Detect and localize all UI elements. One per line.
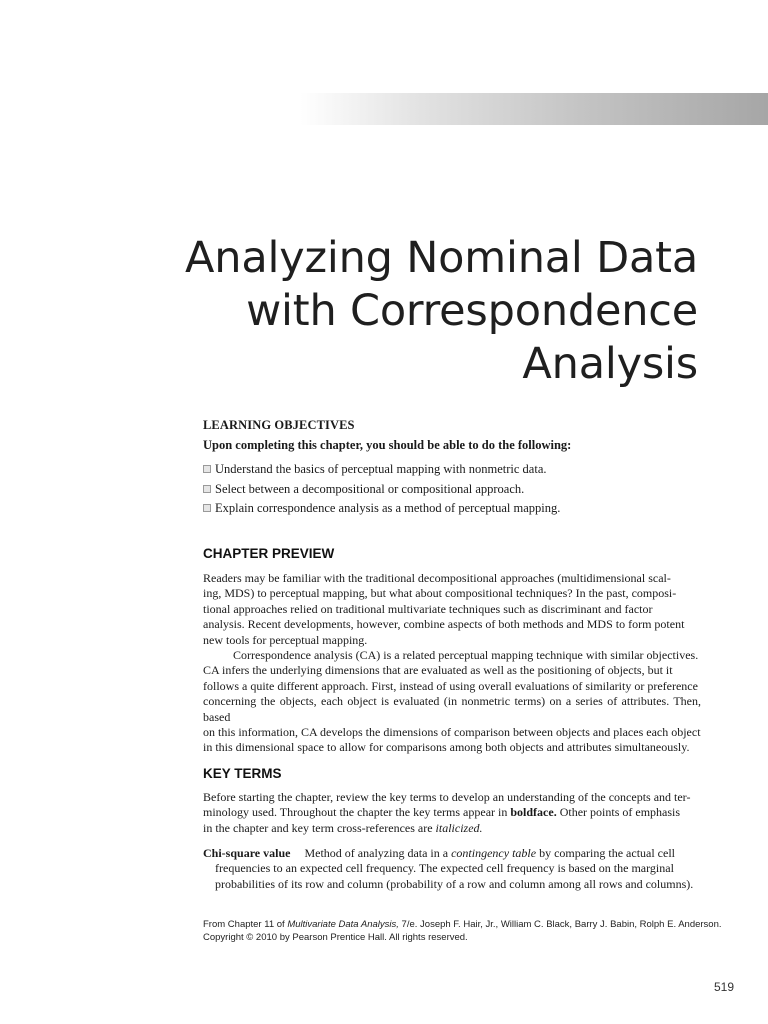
bold-emphasis: boldface. (510, 805, 557, 820)
text-line: Before starting the chapter, review the key terms to develop an understanding of the concepts and ter- (203, 790, 691, 804)
chapter-title-line: with Correspondence (246, 286, 698, 336)
text-line (203, 805, 701, 820)
source-footnote (203, 918, 723, 944)
learning-objectives-list (203, 462, 701, 521)
learning-objectives-intro: Upon completing this chapter, you should be able to do the following: (203, 438, 572, 452)
chapter-preview-heading: CHAPTER PREVIEW (203, 546, 335, 561)
objective-text: Select between a decompositional or compositional approach. (215, 481, 525, 496)
key-terms-heading: KEY TERMS (203, 766, 282, 781)
text-line: tional approaches relied on traditional multivariate techniques such as discriminant and factor (203, 601, 653, 616)
list-item (203, 501, 701, 521)
objective-text: Understand the basics of perceptual mapping with nonmetric data. (215, 462, 547, 476)
square-bullet-icon (203, 504, 211, 512)
chapter-preview-body (203, 571, 701, 756)
italic-emphasis: italicized. (435, 820, 483, 835)
text-run: 7/e. Joseph F. Hair, Jr., William C. Black, Barry J. Babin, Rolph E. Anderson. (398, 919, 722, 930)
paragraph (203, 648, 701, 756)
learning-objectives-heading: LEARNING OBJECTIVES (203, 418, 355, 432)
square-bullet-icon (203, 485, 211, 493)
footnote-line: Copyright © 2010 by Pearson Prentice Hall. All rights reserved. (203, 932, 468, 943)
text-line (203, 821, 701, 836)
square-bullet-icon (203, 465, 211, 473)
footnote-line (203, 918, 723, 931)
text-run: in the chapter and key term cross-references are (203, 820, 436, 835)
key-terms-intro (203, 790, 701, 836)
list-item (203, 462, 701, 482)
text-line: in this dimensional space to allow for comparisons among both objects and attributes simultaneously. (203, 740, 690, 755)
text-line: Correspondence analysis (CA) is a related perceptual mapping technique with similar objectives. (233, 648, 699, 663)
chapter-title-line: Analysis (522, 339, 698, 389)
text-line: ing, MDS) to perceptual mapping, but what about compositional techniques? In the past, composi- (203, 586, 677, 601)
page-number: 519 (713, 980, 734, 994)
header-gradient-band (300, 93, 768, 125)
text-line: Readers may be familiar with the traditional decompositional approaches (multidimensional scal- (203, 571, 671, 585)
text-run: by comparing the actual cell (536, 846, 676, 860)
chapter-title-line: Analyzing Nominal Data (185, 233, 698, 283)
text-line (203, 846, 675, 860)
text-line: CA infers the underlying dimensions that are evaluated as well as the positioning of objects, but it (203, 663, 673, 678)
text-line: new tools for perceptual mapping. (203, 632, 368, 647)
text-line: analysis. Recent developments, however, combine aspects of both methods and MDS to form potent (203, 617, 685, 632)
text-run: minology used. Throughout the chapter the key terms appear in (203, 805, 511, 820)
book-title: Multivariate Data Analysis, (287, 919, 399, 930)
paragraph (203, 790, 701, 836)
text-run: From Chapter 11 of (203, 919, 288, 930)
text-line: frequencies to an expected cell frequency. The expected cell frequency is based on the marginal (215, 861, 674, 876)
paragraph (203, 571, 701, 648)
key-term-definition (203, 846, 701, 892)
text-run: Other points of emphasis (556, 805, 681, 820)
text-line: probabilities of its row and column (probability of a row and column among all rows and columns). (215, 876, 694, 891)
key-term: Chi-square value (203, 846, 291, 860)
text-line: concerning the objects, each object is evaluated (in nonmetric terms) on a series of attributes. Then, based (203, 694, 701, 724)
text-line: follows a quite different approach. First, instead of using overall evaluations of similarity or preference (203, 678, 698, 693)
list-item (203, 482, 701, 502)
chapter-title (138, 232, 698, 391)
text-run: Method of analyzing data in a (304, 846, 452, 860)
text-line: on this information, CA develops the dimensions of comparison between objects and places each object (203, 725, 701, 740)
objective-text: Explain correspondence analysis as a method of perceptual mapping. (215, 501, 561, 515)
italic-emphasis: contingency table (451, 846, 537, 860)
